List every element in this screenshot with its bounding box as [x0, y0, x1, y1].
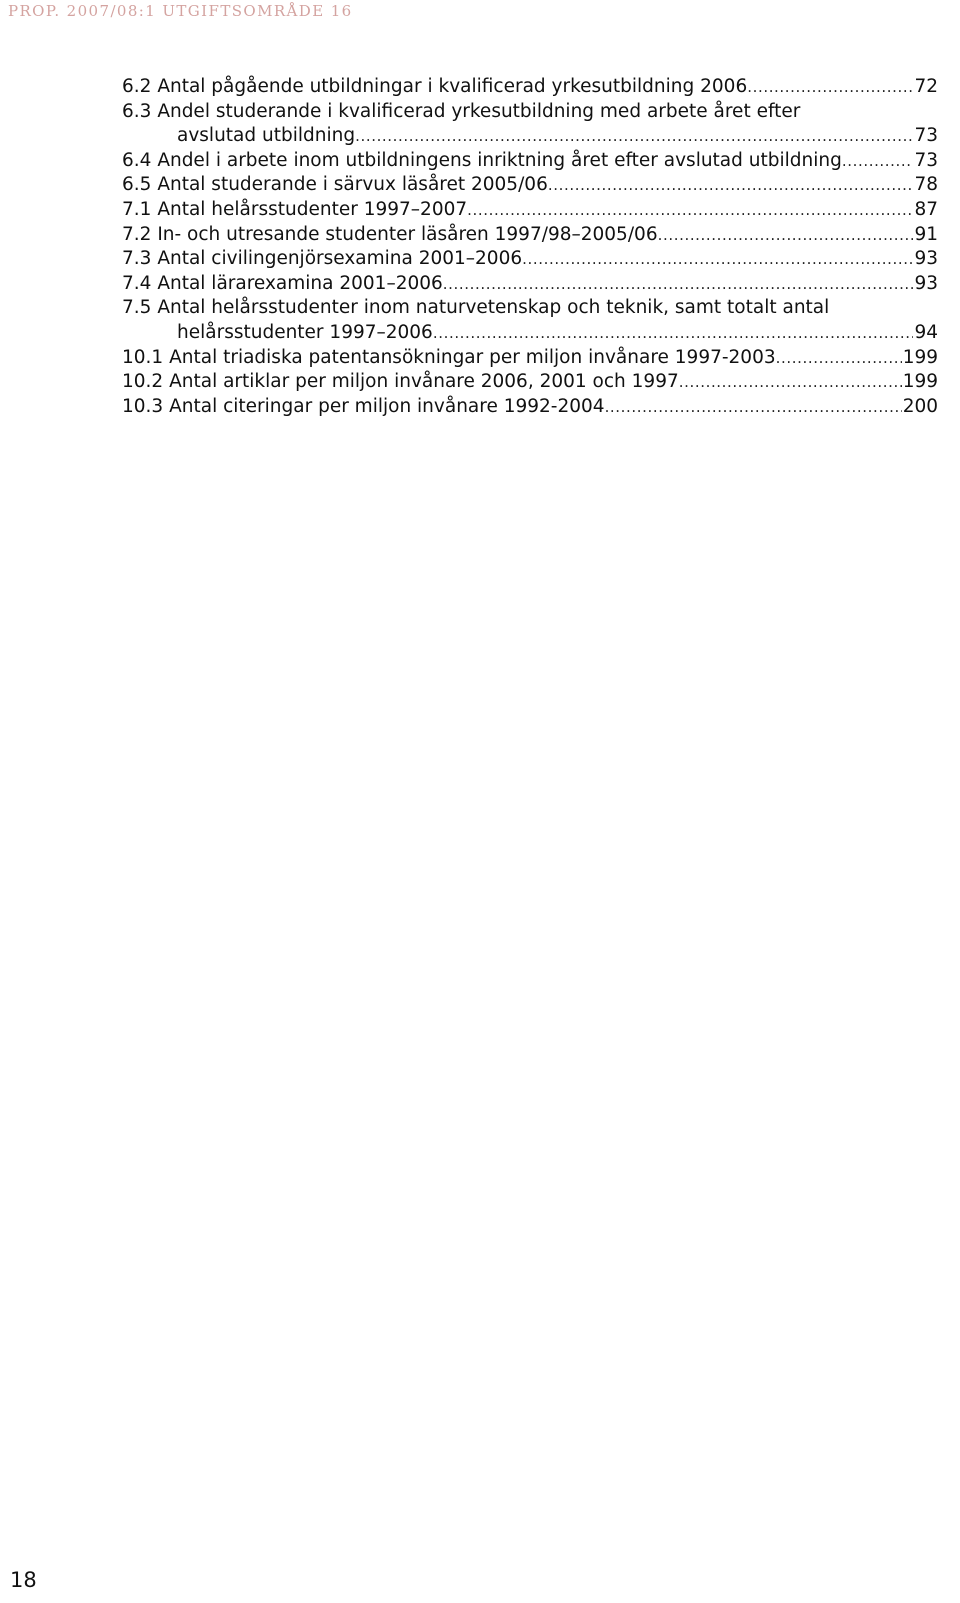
toc-entry[interactable] — [122, 346, 938, 371]
toc-entry-page: 93 — [914, 272, 938, 294]
toc-entry-page: 72 — [914, 76, 938, 97]
toc-entry-page: 78 — [914, 174, 938, 196]
toc-entry[interactable] — [122, 395, 938, 420]
toc-entry-line — [122, 346, 938, 371]
toc-entry-page: 73 — [914, 125, 938, 147]
toc-entry-title: avslutad utbildning — [177, 125, 356, 147]
toc-entry-page: 73 — [914, 149, 938, 171]
toc-entry-line — [122, 149, 938, 174]
toc-entry[interactable] — [122, 247, 938, 272]
toc-entry-number: 7.2 — [122, 223, 152, 245]
toc-entry-title: Antal civilingenjörsexamina 2001–2006 — [157, 248, 523, 270]
dot-leader — [467, 198, 913, 223]
toc-entry-title: Antal pågående utbildningar i kvalificerad yrkesutbildning 2006 — [157, 76, 748, 97]
toc-entry-page: 93 — [914, 248, 938, 270]
toc-entry[interactable] — [122, 149, 938, 174]
toc-entry-title: In- och utresande studenter läsåren 1997/98–2005/06 — [157, 223, 658, 245]
toc-entry-line — [122, 198, 938, 223]
toc-entry-title: Antal helårsstudenter inom naturvetenskap och teknik, samt totalt antal — [157, 297, 830, 319]
toc-entry-number: 6.5 — [122, 174, 152, 196]
toc-entry-page: 199 — [902, 346, 938, 368]
toc-entry-number: 7.3 — [122, 248, 152, 270]
toc-entry-line — [122, 247, 938, 272]
toc-entry-title: Andel i arbete inom utbildningens inriktning året efter avslutad utbildning — [157, 149, 842, 171]
toc-entry[interactable] — [122, 75, 938, 100]
toc-entry-line — [122, 173, 938, 198]
dot-leader — [605, 395, 902, 420]
toc-entry-number: 6.4 — [122, 149, 152, 171]
toc-entry-line — [122, 124, 938, 149]
toc-entry-number: 10.2 — [122, 371, 164, 393]
dot-leader — [842, 149, 914, 174]
dot-leader — [443, 272, 914, 297]
toc-entry-number: 7.1 — [122, 198, 152, 220]
toc-entry-number: 6.3 — [122, 100, 152, 122]
toc-entry[interactable] — [122, 296, 938, 345]
dot-leader — [747, 75, 913, 100]
toc-entry-title: Antal artiklar per miljon invånare 2006, 2001 och 1997 — [169, 371, 679, 393]
dot-leader — [355, 124, 913, 149]
toc-entry-line — [122, 75, 938, 100]
toc-entry-page: 91 — [914, 223, 938, 245]
toc-entry-number: 7.4 — [122, 272, 152, 294]
dot-leader — [548, 173, 914, 198]
toc-entry-number: 10.3 — [122, 395, 164, 417]
toc-entry-page: 199 — [902, 371, 938, 393]
toc-entry-line — [122, 100, 938, 125]
toc-entry-number: 10.1 — [122, 346, 164, 368]
toc-entry-line — [122, 272, 938, 297]
toc-entry-line — [122, 370, 938, 395]
toc-entry[interactable] — [122, 198, 938, 223]
toc-entry-page: 87 — [914, 198, 938, 220]
toc-entry[interactable] — [122, 100, 938, 149]
toc-entry[interactable] — [122, 370, 938, 395]
page-number: 18 — [10, 1568, 37, 1592]
toc-entry-line — [122, 321, 938, 346]
running-head: PROP. 2007/08:1 UTGIFTSOMRÅDE 16 — [8, 2, 353, 20]
toc-entry-title: helårsstudenter 1997–2006 — [177, 321, 433, 343]
toc-entry[interactable] — [122, 223, 938, 248]
toc-entry-line — [122, 296, 938, 321]
table-of-figures — [122, 75, 938, 419]
toc-entry-number: 6.2 — [122, 76, 152, 97]
dot-leader — [776, 346, 902, 371]
toc-entry[interactable] — [122, 173, 938, 198]
toc-entry-number: 7.5 — [122, 297, 152, 319]
dot-leader — [679, 370, 902, 395]
dot-leader — [522, 247, 913, 272]
dot-leader — [658, 223, 914, 248]
toc-entry-title: Antal studerande i särvux läsåret 2005/06 — [157, 174, 548, 196]
toc-entry-page: 200 — [902, 395, 938, 417]
toc-entry-line — [122, 395, 938, 420]
toc-entry-line — [122, 223, 938, 248]
toc-entry-title: Antal lärarexamina 2001–2006 — [157, 272, 443, 294]
toc-entry-title: Antal citeringar per miljon invånare 1992-2004 — [169, 395, 605, 417]
dot-leader — [433, 321, 914, 346]
toc-entry-title: Antal triadiska patentansökningar per miljon invånare 1997-2003 — [169, 346, 776, 368]
toc-entry-title: Andel studerande i kvalificerad yrkesutbildning med arbete året efter — [157, 100, 801, 122]
toc-entry-page: 94 — [914, 321, 938, 343]
toc-entry[interactable] — [122, 272, 938, 297]
toc-entry-title: Antal helårsstudenter 1997–2007 — [157, 198, 468, 220]
